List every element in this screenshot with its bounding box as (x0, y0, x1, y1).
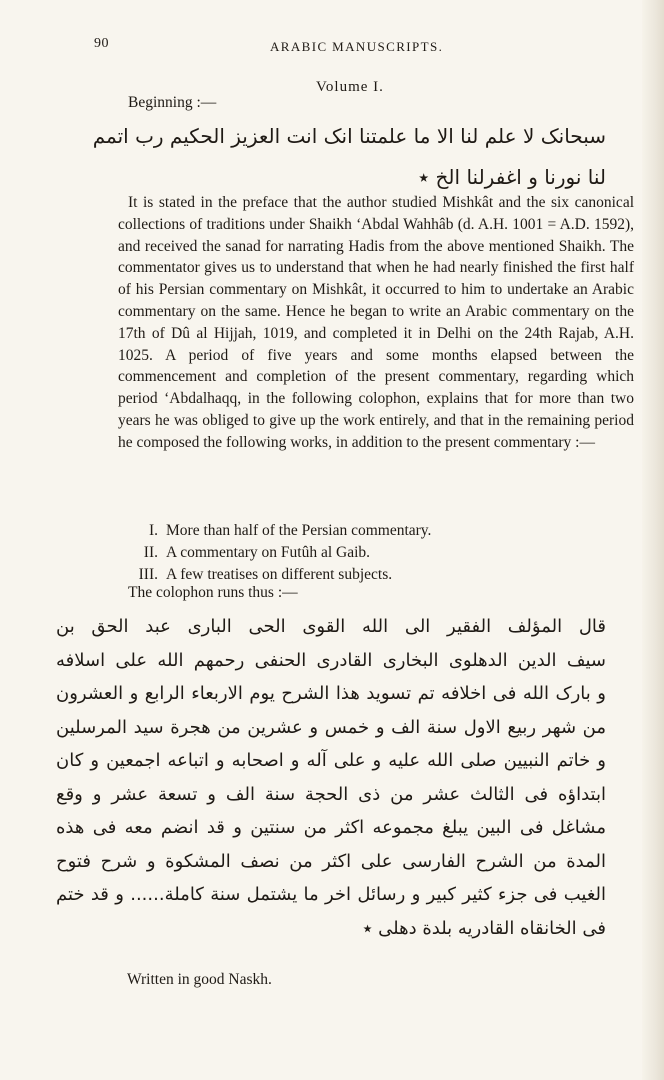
footer-note: Written in good Naskh. (127, 971, 272, 988)
works-list-text: More than half of the Persian commentary. (166, 522, 432, 539)
beginning-arabic-line-2: لنا نورنا و اغفرلنا الخ ٭ (418, 165, 606, 189)
colophon-line: ابتداؤه فی الثالث عشر من ذی الحجة سنة الف و تسعة عشر و وقع (56, 783, 606, 805)
colophon-intro: The colophon runs thus :— (128, 584, 298, 601)
works-list-item-2 (128, 544, 370, 562)
volume-heading: Volume I. (316, 79, 384, 95)
works-list-number: III. (138, 566, 158, 583)
beginning-arabic-line-1: سبحانک لا علم لنا الا ما علمتنا انک انت العزیز الحکیم رب اتمم (92, 124, 606, 148)
running-head: ARABIC MANUSCRIPTS. (270, 39, 444, 54)
works-list-number: II. (143, 544, 158, 561)
colophon-line: قال المؤلف الفقیر الی الله القوی الحی الباری عبد الحق بن (56, 616, 606, 637)
main-paragraph: It is stated in the preface that the author studied Mishkât and the six canonical collections of traditions under Shaikh ‘Abdal Wahhâb (d. A.H. 1001 = A.D. 1592), and received the sanad for narrating Hadis from the above mentioned Shaikh. The commentator gives us to understand that when he had nearly finished the first half of his Persian commentary on Mishkât, it occurred to him to undertake an Arabic commentary on the same. Hence he began to write an Arabic commentary on the 17th of Dû al Hijjah, 1019, and completed it in Delhi on the 24th Rajab, A.H. 1025. A period of five years and some months elapsed between the commencement and completion of the present commentary, regarding which period ‘Abdalhaqq, in the following colophon, explains that for more than two years he was obliged to give up the work entirely, and that in the remaining period he composed the following works, in addition to the present commentary :— (118, 194, 634, 451)
beginning-label: Beginning :— (128, 94, 217, 111)
colophon-line: و خاتم النبیین صلی الله علیه و علی آله و اصحابه و اتباعه اجمعین و کان (56, 750, 606, 771)
colophon-line: سیف الدین الدهلوی البخاری القادری الحنفی رحمهم الله علی اسلافه (56, 649, 606, 671)
colophon-line: فی الخانقاه القادریه بلدة دهلی ٭ (362, 917, 606, 939)
works-list-item-3 (128, 566, 392, 584)
works-list-text: A commentary on Futûh al Gaib. (166, 544, 371, 561)
colophon-line: مشاغل فی البین یبلغ مجموعه اکثر من سنتین و قد انضم معه فی هذه (56, 817, 606, 838)
works-list-number: I. (148, 522, 158, 539)
page-edge-shadow (642, 0, 664, 1080)
colophon-line: الغیب فی جزء کثیر کبیر و رسائل اخر ما یشتمل سنة کاملة...... و قد ختم (56, 884, 606, 905)
works-list-text: A few treatises on different subjects. (166, 566, 393, 583)
page-number: 90 (94, 36, 109, 51)
colophon-arabic-text (56, 610, 606, 945)
colophon-line: من شهر ربیع الاول سنة الف و خمس و عشرین من هجرة سید المرسلین (56, 716, 606, 738)
colophon-line: و بارک الله فی اخلافه تم تسوید هذا الشرح یوم الاربعاء الرابع و العشرون (56, 683, 606, 704)
colophon-line: المدة من الشرح الفارسی علی اکثر من نصف المشکوة و شرح فتوح (56, 850, 606, 872)
works-list-item-1 (128, 522, 431, 540)
